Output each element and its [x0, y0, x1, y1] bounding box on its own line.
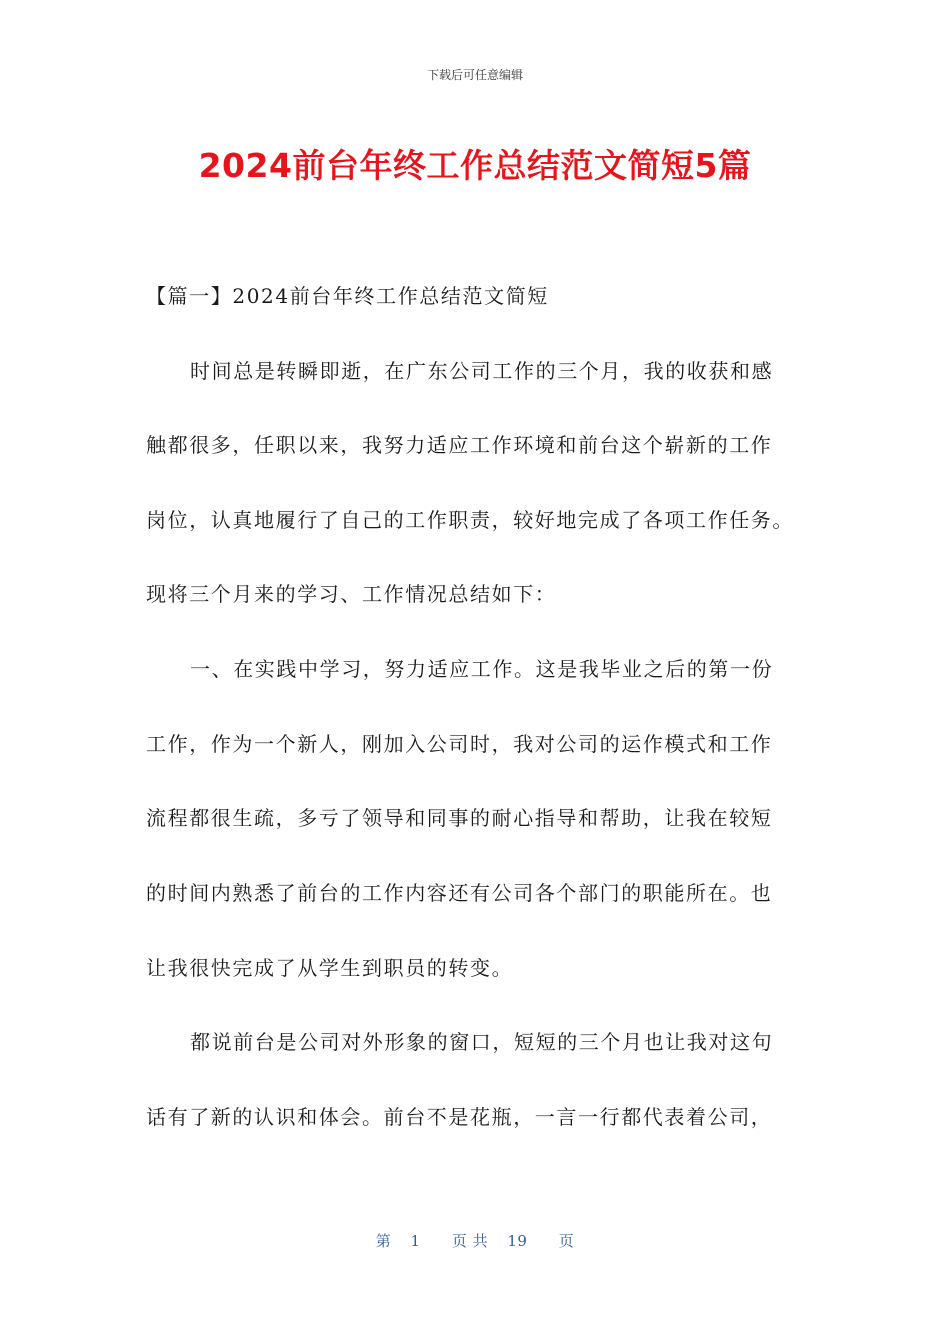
body-line: 时间总是转瞬即逝，在广东公司工作的三个月，我的收获和感 [190, 359, 774, 383]
body-line: 触都很多，任职以来，我努力适应工作环境和前台这个崭新的工作 [146, 433, 773, 457]
body-line: 都说前台是公司对外形象的窗口，短短的三个月也让我对这句 [190, 1030, 774, 1054]
body-line: 工作，作为一个新人，刚加入公司时，我对公司的运作模式和工作 [146, 732, 773, 756]
footer-suffix: 页 [558, 1232, 575, 1250]
body-line: 现将三个月来的学习、工作情况总结如下： [146, 582, 557, 606]
footer-middle: 页 共 [451, 1232, 489, 1250]
body-line: 话有了新的认识和体会。前台不是花瓶，一言一行都代表着公司， [146, 1105, 773, 1129]
footer-prefix: 第 [375, 1232, 392, 1250]
body-line: 的时间内熟悉了前台的工作内容还有公司各个部门的职能所在。也 [146, 881, 773, 905]
body-line: 流程都很生疏，多亏了领导和同事的耐心指导和帮助，让我在较短 [146, 806, 773, 830]
body-line: 岗位，认真地履行了自己的工作职责，较好地完成了各项工作任务。 [146, 508, 794, 532]
body-line: 让我很快完成了从学生到职员的转变。 [146, 956, 514, 980]
page-footer [0, 1230, 950, 1251]
section-heading: 【篇一】2024前台年终工作总结范文简短 [146, 284, 549, 308]
body-line: 一、在实践中学习，努力适应工作。这是我毕业之后的第一份 [190, 657, 774, 681]
footer-current-page: 1 [410, 1232, 421, 1250]
footer-total-pages: 19 [507, 1232, 528, 1250]
document-title: 2024前台年终工作总结范文简短5篇 [198, 146, 752, 185]
page-header-note: 下载后可任意编辑 [426, 68, 523, 82]
